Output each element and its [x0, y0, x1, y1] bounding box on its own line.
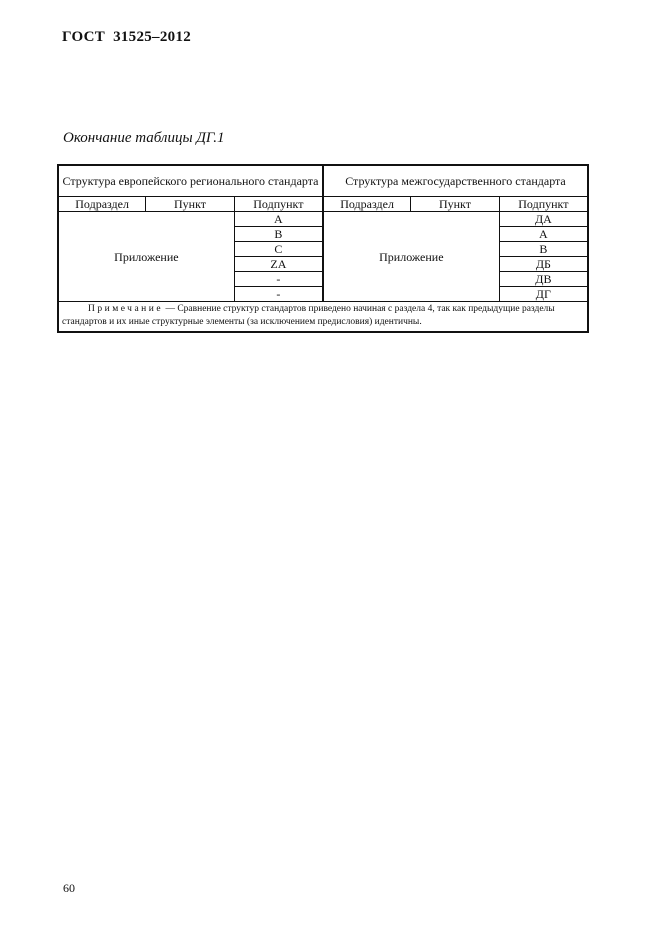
- document-header: [62, 29, 191, 46]
- subitem-eu: ZA: [234, 257, 323, 272]
- subitem-eu: A: [234, 212, 323, 227]
- subitem-eu: -: [234, 287, 323, 302]
- subitem-gost: ДВ: [499, 272, 588, 287]
- european-structure-header: Структура европейского регионального стандарта: [58, 165, 323, 197]
- col-header-clause-eu: Пункт: [146, 197, 235, 212]
- subitem-eu: B: [234, 227, 323, 242]
- col-header-subclause-eu: Подпункт: [234, 197, 323, 212]
- standard-number: 31525–2012: [113, 29, 192, 45]
- col-header-subsection-eu: Подраздел: [58, 197, 146, 212]
- annex-cell-gost: Приложение: [323, 212, 499, 302]
- comparison-table: [57, 164, 589, 333]
- table-caption: Окончание таблицы ДГ.1: [63, 130, 225, 146]
- col-header-subclause-gost: Подпункт: [499, 197, 588, 212]
- subitem-gost: ДГ: [499, 287, 588, 302]
- subitem-gost: В: [499, 242, 588, 257]
- table-row: [58, 212, 588, 227]
- table-group-header-row: [58, 165, 588, 197]
- subitem-gost: ДБ: [499, 257, 588, 272]
- standard-prefix: ГОСТ: [62, 29, 106, 45]
- table-note-row: [58, 302, 588, 333]
- col-header-subsection-gost: Подраздел: [323, 197, 411, 212]
- page-number: 60: [63, 881, 75, 895]
- note-text: — Сравнение структур стандартов приведено начиная с раздела 4, так как предыдущие разделы стандартов и их иные структурные элементы (за исключением предисловия) идентичны.: [62, 304, 555, 327]
- col-header-clause-gost: Пункт: [411, 197, 500, 212]
- subitem-gost: А: [499, 227, 588, 242]
- interstate-structure-header: Структура межгосударственного стандарта: [323, 165, 588, 197]
- subitem-eu: C: [234, 242, 323, 257]
- subitem-gost: ДА: [499, 212, 588, 227]
- table-note: [58, 302, 588, 333]
- table-column-header-row: [58, 197, 588, 212]
- subitem-eu: -: [234, 272, 323, 287]
- note-label: Примечание: [88, 304, 164, 314]
- annex-cell-eu: Приложение: [58, 212, 234, 302]
